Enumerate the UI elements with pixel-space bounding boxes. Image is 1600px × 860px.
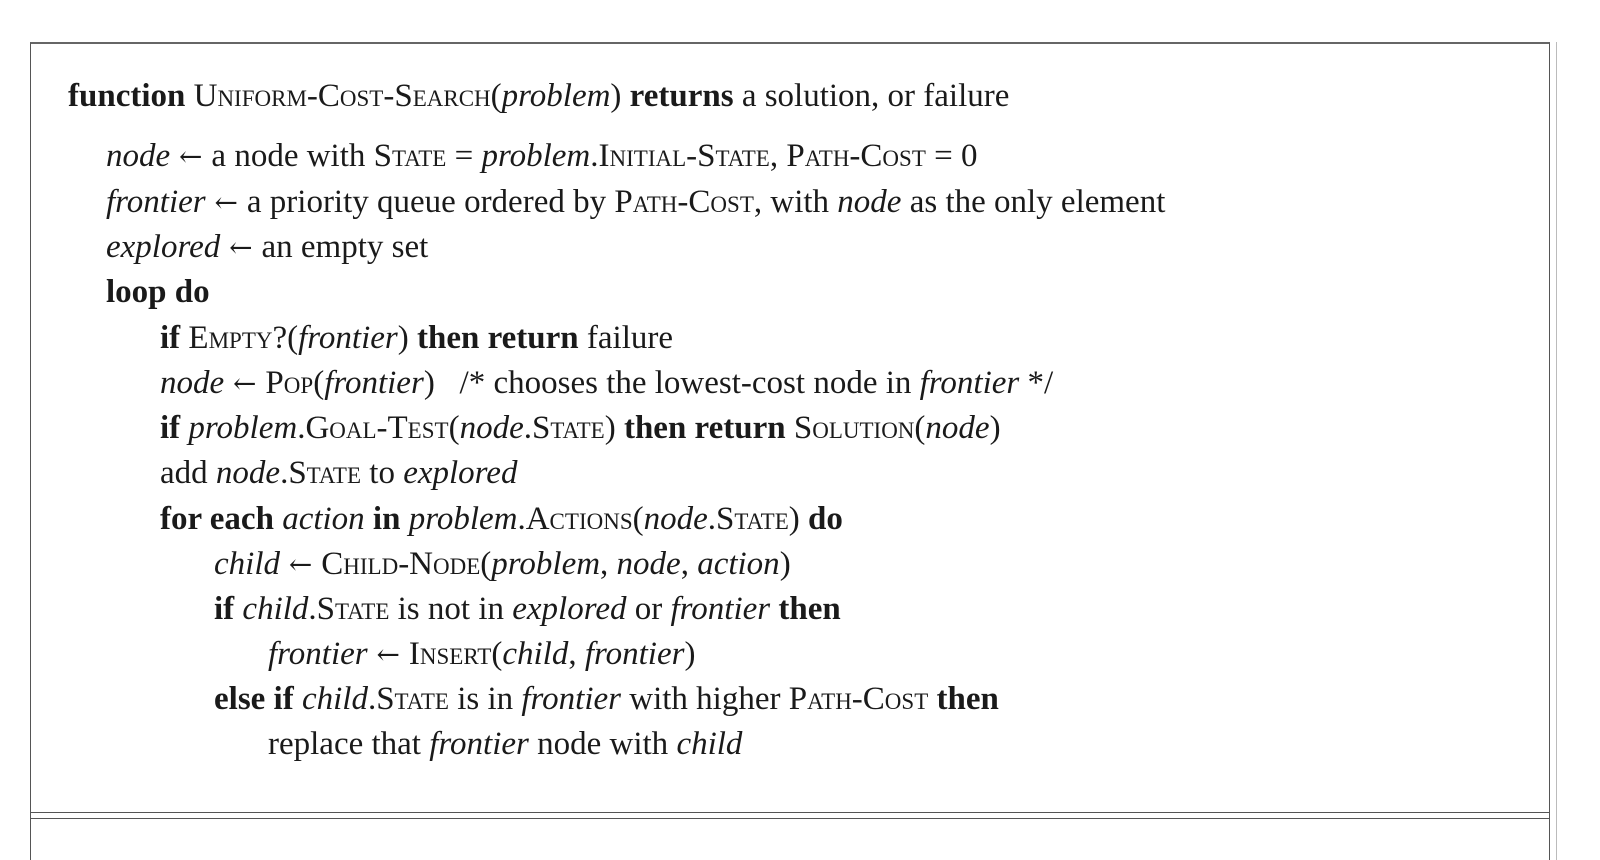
keyword: if [214,591,235,627]
code-text: ← [224,367,266,400]
function-name: State [288,455,362,491]
code-text [294,681,302,717]
keyword: loop do [106,274,210,310]
variable: frontier [106,184,206,220]
keyword: then return [623,410,786,446]
variable: frontier [268,636,368,672]
variable: frontier [429,726,529,762]
variable: problem [188,410,298,446]
variable: frontier [584,636,685,672]
code-text: a node with [211,138,374,174]
keyword: returns [629,78,734,114]
function-name: Insert [408,636,492,672]
variable: frontier [670,591,771,627]
code-text: ( [287,320,299,356]
variable: explored [512,591,627,627]
code-line [214,679,999,719]
code-text: ← [279,548,322,581]
function-name: State [716,501,789,537]
function-name: State [531,410,605,446]
code-text: ( [491,636,503,672]
code-text: , [769,138,787,174]
function-name: Path-Cost [788,681,929,717]
variable: frontier [521,681,621,717]
variable: problem [491,546,601,582]
code-line [268,724,742,764]
function-name: Path-Cost [614,184,754,220]
code-text: ) [610,78,630,114]
variable: child [301,681,368,717]
code-text: an empty set [261,229,429,265]
variable: frontier [298,320,398,356]
code-text: ( [490,78,502,114]
code-line [268,634,695,675]
code-line [106,227,428,268]
variable: node [215,455,281,491]
keyword: if [160,410,181,446]
code-line [160,408,1001,448]
code-line [106,136,978,177]
keyword: if [160,320,181,356]
variable: node [616,546,681,582]
code-text: . [707,501,717,537]
variable: node [106,138,171,174]
code-text: ) [779,546,791,582]
variable: child [214,546,280,582]
code-text: ) [989,410,1001,446]
code-text: , with [753,184,838,220]
code-text: ) /* chooses the lowest-cost node in [423,365,920,401]
code-text: ← [170,140,212,173]
variable: problem [408,501,518,537]
function-name: State [316,591,390,627]
variable: node [837,184,902,220]
function-name: Uniform-Cost-Search [193,78,491,114]
function-name: Pop [265,365,314,401]
code-text: ← [367,638,409,671]
code-text: , [568,636,585,672]
variable: problem [481,138,591,174]
variable: frontier [919,365,1020,401]
function-name: Child-Node [321,546,481,582]
code-text: ) [397,320,418,356]
function-name: Goal-Test [305,410,449,446]
code-text: to [361,455,404,491]
keyword: for each [160,501,274,537]
code-text: as the only element [901,184,1166,220]
variable: action [282,501,365,537]
code-text: ( [632,501,644,537]
keyword: function [68,78,186,114]
code-text: add [160,455,216,491]
code-text [928,681,936,717]
code-line [68,76,1009,116]
function-name: State [376,681,449,717]
code-line [160,363,1053,404]
code-text: replace that [268,726,430,762]
code-text: . [297,410,306,446]
variable: action [697,546,780,582]
keyword: then return [417,320,579,356]
code-text: a solution, or failure [733,78,1010,114]
code-text: = 0 [925,138,978,174]
variable: explored [106,229,221,265]
code-text: . [367,681,377,717]
code-text: or [626,591,671,627]
code-text: is in [448,681,522,717]
code-text [185,78,193,114]
code-text: ( [914,410,926,446]
code-text [786,410,794,446]
bottom-rule [30,818,1550,819]
code-text: failure [578,320,674,356]
code-text: is not in [389,591,513,627]
page-edge [1556,42,1557,860]
code-text [365,501,373,537]
variable: child [242,591,309,627]
keyword: else if [214,681,294,717]
code-text: , [600,546,617,582]
code-text [274,501,282,537]
code-text: a priority queue ordered by [246,184,615,220]
code-text: */ [1019,365,1054,401]
code-text: with higher [621,681,789,717]
function-name: Solution [793,410,915,446]
code-text: . [308,591,317,627]
code-text: = [446,138,482,174]
keyword: then [936,681,999,717]
function-name: Empty? [188,320,288,356]
variable: node [160,365,225,401]
function-name: Path-Cost [786,138,926,174]
code-text: , [680,546,698,582]
keyword: do [808,501,843,537]
code-text: . [523,410,532,446]
code-text: ) [788,501,809,537]
function-name: Initial-State [598,138,770,174]
code-line [160,499,843,539]
variable: problem [501,78,611,114]
variable: explored [403,455,518,491]
keyword: then [778,591,841,627]
code-text: node with [528,726,677,762]
code-line [106,272,210,312]
variable: frontier [324,365,424,401]
code-line [160,453,517,493]
code-text: . [280,455,289,491]
code-line [106,182,1165,223]
variable: child [502,636,569,672]
function-name: Actions [525,501,633,537]
code-text: . [590,138,599,174]
variable: node [925,410,990,446]
code-text: ( [480,546,492,582]
function-name: State [373,138,447,174]
code-text: ( [448,410,460,446]
code-line [214,589,841,629]
code-line [214,544,791,585]
variable: node [459,410,524,446]
code-line [160,318,673,358]
keyword: in [372,501,401,537]
code-text [400,501,408,537]
variable: child [676,726,743,762]
code-text: ← [220,231,262,264]
bottom-rule [30,812,1550,813]
code-text: ) [684,636,696,672]
code-text: . [517,501,526,537]
variable: node [643,501,708,537]
code-text: ) [604,410,624,446]
code-text: ← [205,186,247,219]
code-text: ( [313,365,325,401]
